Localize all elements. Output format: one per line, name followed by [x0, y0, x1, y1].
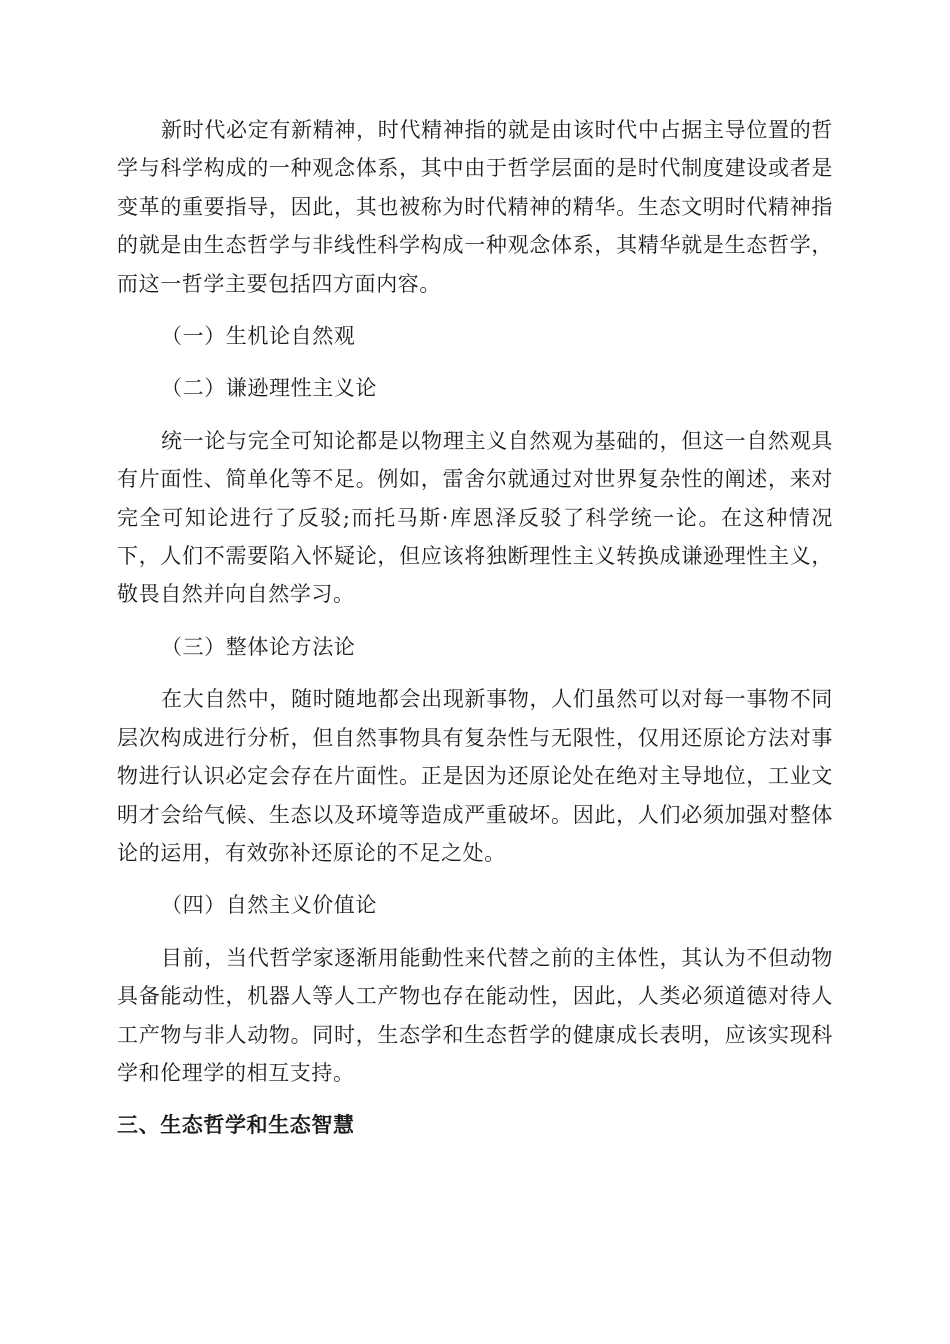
subheading-naturalist-value: （四）自然主义价值论 [161, 893, 377, 918]
paragraph-agency: 目前，当代哲学家逐渐用能動性来代替之前的主体性，其认为不但动物具备能动性，机器人等人工产物也存在能动性，因此，人类必须道德对待人工产物与非人动物。同时，生态学和生态哲学的健康成长表明，应该实现科学和伦理学的相互支持。 [117, 945, 833, 1085]
subheading-holism: （三）整体论方法论 [161, 634, 356, 659]
paragraph-rationalism: 统一论与完全可知论都是以物理主义自然观为基础的，但这一自然观具有片面性、简单化等不足。例如，雷舍尔就通过对世界复杂性的阐述，来对完全可知论进行了反驳;而托马斯·库恩泽反驳了科学统一论。在这种情况下，人们不需要陷入怀疑论，但应该将独断理性主义转换成谦逊理性主义，敬畏自然并向自然学习。 [117, 428, 833, 607]
paragraph-holism: 在大自然中，随时随地都会出现新事物，人们虽然可以对每一事物不同层次构成进行分析，但自然事物具有复杂性与无限性，仅用还原论方法对事物进行认识必定会存在片面性。正是因为还原论处在绝对主导地位，工业文明才会给气候、生态以及环境等造成严重破坏。因此，人们必须加强对整体论的运用，有效弥补还原论的不足之处。 [117, 687, 833, 865]
subheading-humble-rationalism: （二）谦逊理性主义论 [161, 376, 377, 401]
subheading-vitalism: （一）生机论自然观 [161, 324, 356, 349]
section-heading-eco-wisdom: 三、生态哲学和生态智慧 [117, 1113, 355, 1138]
document-body [117, 111, 833, 1145]
paragraph-era-spirit: 新时代必定有新精神，时代精神指的就是由该时代中占据主导位置的哲学与科学构成的一种观念体系，其中由于哲学层面的是时代制度建设或者是变革的重要指导，因此，其也被称为时代精神的精华。生态文明时代精神指的就是由生态哲学与非线性科学构成一种观念体系，其精华就是生态哲学，而这一哲学主要包括四方面内容。 [117, 118, 833, 296]
